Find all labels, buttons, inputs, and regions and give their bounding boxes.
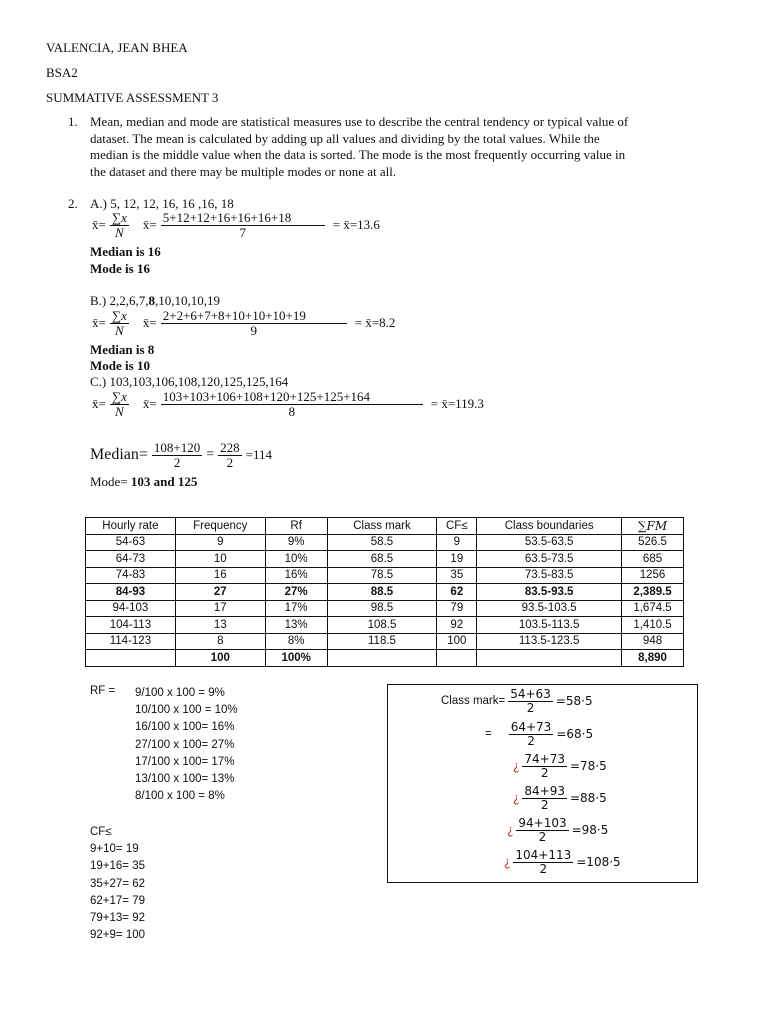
rf-label: RF = — [90, 685, 116, 697]
class-mark-den: 2 — [539, 861, 548, 876]
table-row — [86, 617, 684, 634]
assessment-title: SUMMATIVE ASSESSMENT 3 — [46, 90, 219, 105]
cell: 16 — [175, 567, 265, 584]
cell: 68.5 — [327, 551, 437, 568]
class-mark-num: 94+103 — [518, 816, 567, 830]
q2a-fraction — [161, 211, 325, 239]
cell: 84-93 — [86, 584, 176, 601]
q2-number: 2. — [68, 196, 78, 211]
q2b-result: = x̄=8.2 — [354, 315, 396, 331]
cell: 2,389.5 — [622, 584, 684, 601]
total-sum-fm: 8,890 — [622, 650, 684, 667]
col-cf: CF≤ — [437, 518, 477, 535]
q2b-denominator: 9 — [250, 322, 257, 338]
cell: 27% — [265, 584, 327, 601]
table-row — [86, 551, 684, 568]
q2c-numerator: 103+103+106+108+120+125+125+164 — [161, 390, 423, 405]
cell: 114-123 — [86, 633, 176, 650]
cell: 1,410.5 — [622, 617, 684, 634]
cell: 27 — [175, 584, 265, 601]
class-mark-row — [507, 817, 608, 843]
class-mark-fraction — [509, 721, 554, 747]
class-mark-den: 2 — [540, 765, 549, 780]
cell — [327, 650, 437, 667]
cell: 1256 — [622, 567, 684, 584]
sum-over-n — [110, 211, 129, 239]
cf-label: CF≤ — [90, 826, 112, 838]
cf-line: 92+9= 100 — [90, 929, 146, 942]
cell: 93.5-103.5 — [477, 600, 622, 617]
class-mark-fraction — [508, 688, 553, 714]
q2a-mode: Mode is 16 — [90, 261, 150, 276]
col-class-boundaries: Class boundaries — [477, 518, 622, 535]
cell: 104-113 — [86, 617, 176, 634]
class-mark-den: 2 — [540, 797, 549, 812]
sum-over-n — [110, 309, 129, 337]
cell: 98.5 — [327, 600, 437, 617]
cell: 13% — [265, 617, 327, 634]
q1-line: the dataset and there may be multiple modes or none at all. — [90, 163, 397, 179]
xbar-symbol: x̄= — [92, 315, 106, 331]
table-row — [86, 600, 684, 617]
frequency-table — [85, 517, 684, 667]
rf-line: 16/100 x 100= 16% — [135, 721, 235, 734]
inverted-question-icon: ¿ — [507, 823, 514, 838]
class-mark-result: =78·5 — [569, 759, 607, 774]
class-mark-num: 54+63 — [510, 687, 551, 701]
median-fraction-2 — [218, 441, 242, 469]
sum-x: ∑x — [111, 389, 127, 404]
col-rf: Rf — [265, 518, 327, 535]
col-frequency: Frequency — [175, 518, 265, 535]
q1-line: Mean, median and mode are statistical measures use to describe the central tendency or typical value of — [90, 114, 629, 129]
class-mark-result: =108·5 — [576, 855, 621, 870]
class-mark-result: =68·5 — [556, 727, 594, 742]
cell: 88.5 — [327, 584, 437, 601]
q2c-mode — [90, 474, 197, 490]
median-den-2: 2 — [226, 454, 234, 470]
q2a-mean-formula — [92, 211, 380, 239]
rf-line: 9/100 x 100 = 9% — [135, 687, 225, 699]
class-mark-den: 2 — [538, 829, 547, 844]
cf-line: 62+17= 79 — [90, 894, 146, 907]
class-mark-result: =98·5 — [571, 823, 609, 838]
class-mark-fraction — [513, 849, 573, 875]
cell: 1,674.5 — [622, 600, 684, 617]
cell: 35 — [437, 567, 477, 584]
total-rf: 100% — [265, 650, 327, 667]
class-mark-num: 74+73 — [524, 752, 565, 766]
cell: 10% — [265, 551, 327, 568]
q2b-data-post: ,10,10,10,19 — [155, 293, 220, 308]
sum-x: ∑x — [111, 308, 127, 323]
cf-line: 79+13= 92 — [90, 912, 146, 925]
cf-line: 35+27= 62 — [90, 877, 146, 890]
mode-label: Mode= — [90, 474, 131, 489]
cell: 79 — [437, 600, 477, 617]
q2a-median: Median is 16 — [90, 244, 161, 259]
cell: 78.5 — [327, 567, 437, 584]
q1-answer — [90, 114, 628, 180]
rf-computations — [135, 685, 238, 805]
cell: 63.5-73.5 — [477, 551, 622, 568]
q2b-mode: Mode is 10 — [90, 358, 150, 373]
median-fraction-1 — [152, 441, 202, 469]
cell: 948 — [622, 633, 684, 650]
cell: 526.5 — [622, 534, 684, 551]
class-mark-den: 2 — [526, 700, 535, 715]
inverted-question-icon: ¿ — [513, 791, 520, 806]
cell: 83.5-93.5 — [477, 584, 622, 601]
cell: 94-103 — [86, 600, 176, 617]
section-label: BSA2 — [46, 65, 78, 80]
q2c-result: = x̄=119.3 — [430, 396, 484, 412]
q2b-data — [90, 293, 220, 309]
mode-value: 103 and 125 — [130, 474, 198, 489]
class-mark-box — [387, 684, 698, 883]
class-mark-den: 2 — [527, 733, 535, 748]
cell: 8 — [175, 633, 265, 650]
cell: 9 — [175, 534, 265, 551]
class-mark-row — [485, 721, 593, 747]
median-den-1: 2 — [173, 454, 181, 470]
col-class-mark: Class mark — [327, 518, 437, 535]
cell: 103.5-113.5 — [477, 617, 622, 634]
cell: 100 — [437, 633, 477, 650]
cell: 58.5 — [327, 534, 437, 551]
cell: 108.5 — [327, 617, 437, 634]
q1-number: 1. — [68, 114, 78, 129]
table-row-highlighted — [86, 584, 684, 601]
cell: 19 — [437, 551, 477, 568]
q2a-result: = x̄=13.6 — [332, 217, 380, 233]
total-frequency: 100 — [175, 650, 265, 667]
sum-over-n — [110, 390, 129, 418]
q2b-data-bold: 8 — [148, 293, 155, 308]
xbar-symbol: x̄= — [142, 315, 157, 331]
equals-sign: = — [206, 447, 215, 463]
cell: 118.5 — [327, 633, 437, 650]
xbar-symbol: x̄= — [142, 217, 157, 233]
inverted-question-icon: ¿ — [504, 855, 511, 870]
cell: 73.5-83.5 — [477, 567, 622, 584]
rf-line: 27/100 x 100= 27% — [135, 738, 235, 751]
rf-line: 8/100 x 100 = 8% — [135, 790, 225, 803]
cell — [86, 650, 176, 667]
class-mark-fraction — [516, 817, 568, 843]
rf-line: 13/100 x 100= 13% — [135, 773, 235, 786]
q1-line: median is the middle value when the data is sorted. The mode is the most frequently occurring value in — [90, 147, 626, 162]
table-header-row — [86, 518, 684, 535]
cell: 10 — [175, 551, 265, 568]
table-totals-row — [86, 650, 684, 667]
q2c-fraction — [161, 390, 423, 418]
median-num-1: 108+120 — [153, 440, 201, 455]
n: N — [115, 322, 124, 338]
median-label: Median= — [90, 446, 148, 464]
class-mark-num: 104+113 — [515, 848, 572, 862]
q2b-numerator: 2+2+6+7+8+10+10+10+19 — [161, 309, 347, 324]
cell: 9% — [265, 534, 327, 551]
median-num-2: 228 — [220, 440, 240, 455]
cell: 74-83 — [86, 567, 176, 584]
q2c-data: C.) 103,103,106,108,120,125,125,164 — [90, 374, 289, 389]
inverted-question-icon: ¿ — [513, 759, 520, 774]
table-row — [86, 534, 684, 551]
cf-line: 9+10= 19 — [90, 843, 139, 856]
q2a-data: A.) 5, 12, 12, 16, 16 ,16, 18 — [90, 196, 234, 211]
cell: 64-73 — [86, 551, 176, 568]
cell: 54-63 — [86, 534, 176, 551]
class-mark-num: 64+73 — [510, 720, 552, 734]
median-result: =114 — [245, 447, 273, 463]
class-mark-result: =88·5 — [569, 791, 607, 806]
sum-x: ∑x — [111, 210, 127, 225]
q2b-fraction — [161, 309, 347, 337]
class-mark-row — [513, 785, 607, 811]
cell — [477, 650, 622, 667]
class-mark-row — [441, 688, 593, 714]
n: N — [115, 224, 124, 240]
class-mark-label: Class mark= — [441, 695, 506, 708]
xbar-symbol: x̄= — [92, 396, 106, 412]
class-mark-fraction — [522, 753, 567, 779]
class-mark-row — [513, 753, 607, 779]
cell: 53.5-63.5 — [477, 534, 622, 551]
cell: 8% — [265, 633, 327, 650]
n: N — [115, 403, 124, 419]
cf-computations — [90, 824, 145, 944]
cell: 9 — [437, 534, 477, 551]
col-hourly-rate: Hourly rate — [86, 518, 176, 535]
q2c-mean-formula — [92, 390, 484, 418]
cell: 17 — [175, 600, 265, 617]
class-mark-fraction — [522, 785, 567, 811]
col-sum-fm: ∑FM — [622, 518, 684, 535]
cell: 92 — [437, 617, 477, 634]
xbar-symbol: x̄= — [142, 396, 157, 412]
table-row — [86, 567, 684, 584]
rf-line: 17/100 x 100= 17% — [135, 755, 235, 768]
q2b-mean-formula — [92, 309, 395, 337]
cell: 16% — [265, 567, 327, 584]
table-row — [86, 633, 684, 650]
class-mark-row — [504, 849, 621, 875]
q2a-denominator: 7 — [239, 224, 246, 240]
xbar-symbol: x̄= — [92, 217, 106, 233]
rf-line: 10/100 x 100 = 10% — [135, 704, 238, 717]
q2c-median-formula — [90, 441, 272, 469]
student-name: VALENCIA, JEAN BHEA — [46, 40, 188, 55]
equals-sign: = — [485, 728, 492, 741]
cell: 17% — [265, 600, 327, 617]
q2c-denominator: 8 — [288, 403, 295, 419]
class-mark-num: 84+93 — [524, 784, 565, 798]
q1-line: dataset. The mean is calculated by adding up all values and dividing by the total values. While the — [90, 130, 600, 146]
cell — [437, 650, 477, 667]
cf-line: 19+16= 35 — [90, 860, 146, 873]
cell: 62 — [437, 584, 477, 601]
cell: 685 — [622, 551, 684, 568]
q2b-median: Median is 8 — [90, 342, 155, 357]
q2b-data-pre: B.) 2,2,6,7, — [90, 293, 149, 308]
q2a-numerator: 5+12+12+16+16+16+18 — [161, 211, 325, 226]
cell: 113.5-123.5 — [477, 633, 622, 650]
class-mark-result: =58·5 — [555, 694, 593, 709]
cell: 13 — [175, 617, 265, 634]
